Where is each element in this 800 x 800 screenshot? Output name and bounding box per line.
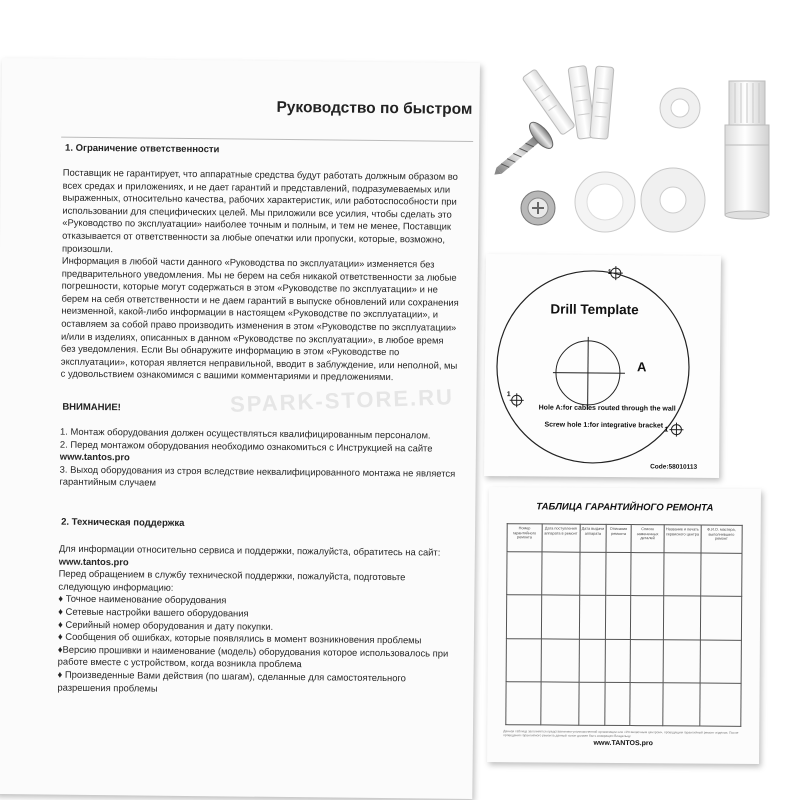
text-line: Перед обращением в службу технической поддержки, пожалуйста, подготовьте bbox=[58, 567, 406, 583]
text-line: Информация в любой части данного «Руководства по эксплуатации» изменяется без bbox=[61, 254, 435, 270]
text-line: 3. Выход оборудования из строя вследствие неквалифицированного монтажа не является bbox=[59, 463, 456, 479]
text-line: и/или в изделиях, описанных в данном «Руководстве по эксплуатации», в любое время bbox=[61, 330, 444, 346]
text-line: всех средах и приложениях, и не дает гарантий и представлений, подразумеваемых или bbox=[62, 179, 451, 195]
warranty-url: www.TANTOS.pro bbox=[593, 739, 653, 748]
screw bbox=[484, 119, 557, 187]
text-line: эксплуатации», которая является неправильной, вводит в заблуждение, или неполной, мы bbox=[60, 355, 458, 371]
attention-list bbox=[59, 426, 470, 493]
text-line: берем на себя ответственности и не даем гарантий в выпуске обновлений или сохранения bbox=[61, 292, 459, 308]
col-header: Список замененных деталей bbox=[631, 525, 664, 553]
table-row bbox=[506, 595, 741, 640]
text-line: разрешения проблемы bbox=[57, 681, 158, 694]
section1-paragraph1 bbox=[62, 167, 473, 259]
text-line: ♦Версию прошивки и наименование (модель) оборудования которое использовалось при bbox=[57, 643, 449, 659]
col-header: Номер гарантийного ремонта bbox=[507, 524, 542, 552]
wall-plug-3 bbox=[590, 66, 614, 139]
text-line: www.tantos.pro bbox=[59, 450, 130, 463]
text-line: ♦ Точное наименование оборудования bbox=[58, 592, 227, 606]
warranty-card bbox=[487, 487, 761, 764]
text-line: оставляем за собой право производить изменения в этом «Руководстве по эксплуатации» bbox=[61, 317, 457, 333]
text-line: Поставщик не гарантирует, что аппаратные средства будут работать должным образом во bbox=[62, 166, 458, 182]
title-divider bbox=[61, 137, 473, 142]
template-outline-circle bbox=[496, 270, 690, 464]
hole-a-letter: A bbox=[636, 359, 647, 375]
text-line: с удовольствием ознакомимся с вашими комментариями и предложениями. bbox=[60, 367, 394, 383]
col-header: Описание ремонта bbox=[606, 524, 631, 552]
col-header: Ф.И.О. мастера, выполнившего ремонт bbox=[701, 525, 743, 553]
section2-text bbox=[57, 543, 469, 698]
manual-title: Руководство по быстром bbox=[276, 98, 473, 118]
screw-hole-left bbox=[510, 393, 524, 407]
text-line: ♦ Сетевые настройки вашего оборудования bbox=[58, 605, 249, 619]
text-line: отказывается от ответственности за любые опечатки или пропуски, которые, возможно, bbox=[62, 229, 446, 245]
warranty-footnote: Данная таблица заполняется представителем уполномоченной организации или «Установочным центром», проводящим гарантийный ремонт изделия. После проведения гарантийного ремонта данный талон должен быть возвращен Владельцу. bbox=[503, 729, 739, 739]
table-row bbox=[506, 638, 741, 683]
cable-gland bbox=[715, 75, 780, 220]
section1-heading: 1. Ограничение ответственности bbox=[65, 142, 220, 156]
text-line: без уведомления. Если Вы обнаружите информацию в этом «Руководстве по bbox=[60, 342, 400, 358]
marker-right: 1 bbox=[664, 426, 669, 434]
template-code: Code:58010113 bbox=[650, 463, 698, 471]
mounting-hardware bbox=[470, 50, 730, 240]
text-line: ♦ Произведенные Вами действия (по шагам), сделанные для самостоятельного bbox=[57, 668, 406, 684]
text-line: выраженных, относительно качества, рабочих характеристик, или работоспособности при bbox=[62, 191, 457, 207]
table-row bbox=[506, 681, 741, 726]
template-drawing bbox=[484, 254, 721, 478]
text-line: использовании для специфических целей. Мы приложили все усилия, чтобы сделать это bbox=[62, 204, 452, 220]
text-line: ♦ Сообщения об ошибках, которые появлялись в момент возникновения проблемы bbox=[57, 630, 422, 646]
drill-template-card bbox=[484, 254, 721, 478]
drill-template-title: Drill Template bbox=[550, 301, 639, 318]
text-line: следующую информацию: bbox=[58, 580, 174, 593]
text-line: Для информации относительно сервиса и поддержки, пожалуйста, обратитесь на сайт: bbox=[58, 542, 441, 558]
marker-left: 1 bbox=[506, 391, 511, 399]
text-line: гарантийным случаем bbox=[59, 476, 156, 489]
manual-sheet bbox=[0, 58, 480, 799]
screw-hole-right bbox=[669, 423, 683, 437]
col-header: Дата выдачи аппарата bbox=[580, 524, 606, 552]
marker-top: 1 bbox=[607, 269, 612, 277]
warranty-title: ТАБЛИЦА ГАРАНТИЙНОГО РЕМОНТА bbox=[536, 501, 714, 514]
text-line: неизменной, какой-либо информации в настоящем «Руководстве по эксплуатации», и bbox=[61, 305, 439, 320]
text-line: погрешности, которые могут содержаться в этом «Руководстве по эксплуатации» и не bbox=[61, 279, 438, 295]
text-line: www.tantos.pro bbox=[58, 555, 129, 567]
text-line: работе вместе с устройством, когда возникла проблема bbox=[57, 655, 302, 670]
section2-heading: 2. Техническая поддержка bbox=[61, 516, 185, 529]
text-line: произошли. bbox=[61, 242, 114, 254]
watermark: SPARK-STORE.RU bbox=[229, 384, 455, 417]
attention-heading: ВНИМАНИЕ! bbox=[62, 401, 121, 414]
table-row bbox=[507, 552, 742, 597]
col-header: Дата поступления аппарата в ремонт bbox=[542, 524, 580, 552]
section1-paragraph2 bbox=[61, 255, 472, 385]
metal-washer bbox=[521, 191, 555, 225]
text-line: 1. Монтаж оборудования должен осуществляться квалифицированным персоналом. bbox=[60, 425, 431, 441]
text-line: «Руководство по эксплуатации» наиболее точным и полным, и тем не менее, Поставщик bbox=[62, 217, 452, 233]
text-line: ♦ Серийный номер оборудования и дату покупки. bbox=[58, 618, 274, 632]
screw-hole-note: Screw hole 1:for integrative bracket bbox=[544, 421, 664, 430]
col-header: Название и печать сервисного центра bbox=[664, 525, 701, 553]
text-line: предварительного уведомления. Мы не берем на себя никакой ответственности за любые bbox=[61, 267, 457, 283]
text-line: 2. Перед монтажом оборудования необходимо ознакомиться с Инструкцией на сайте bbox=[59, 438, 433, 454]
warranty-table bbox=[505, 523, 742, 727]
hole-a-note: Hole A:for cables routed through the wall bbox=[538, 404, 676, 413]
